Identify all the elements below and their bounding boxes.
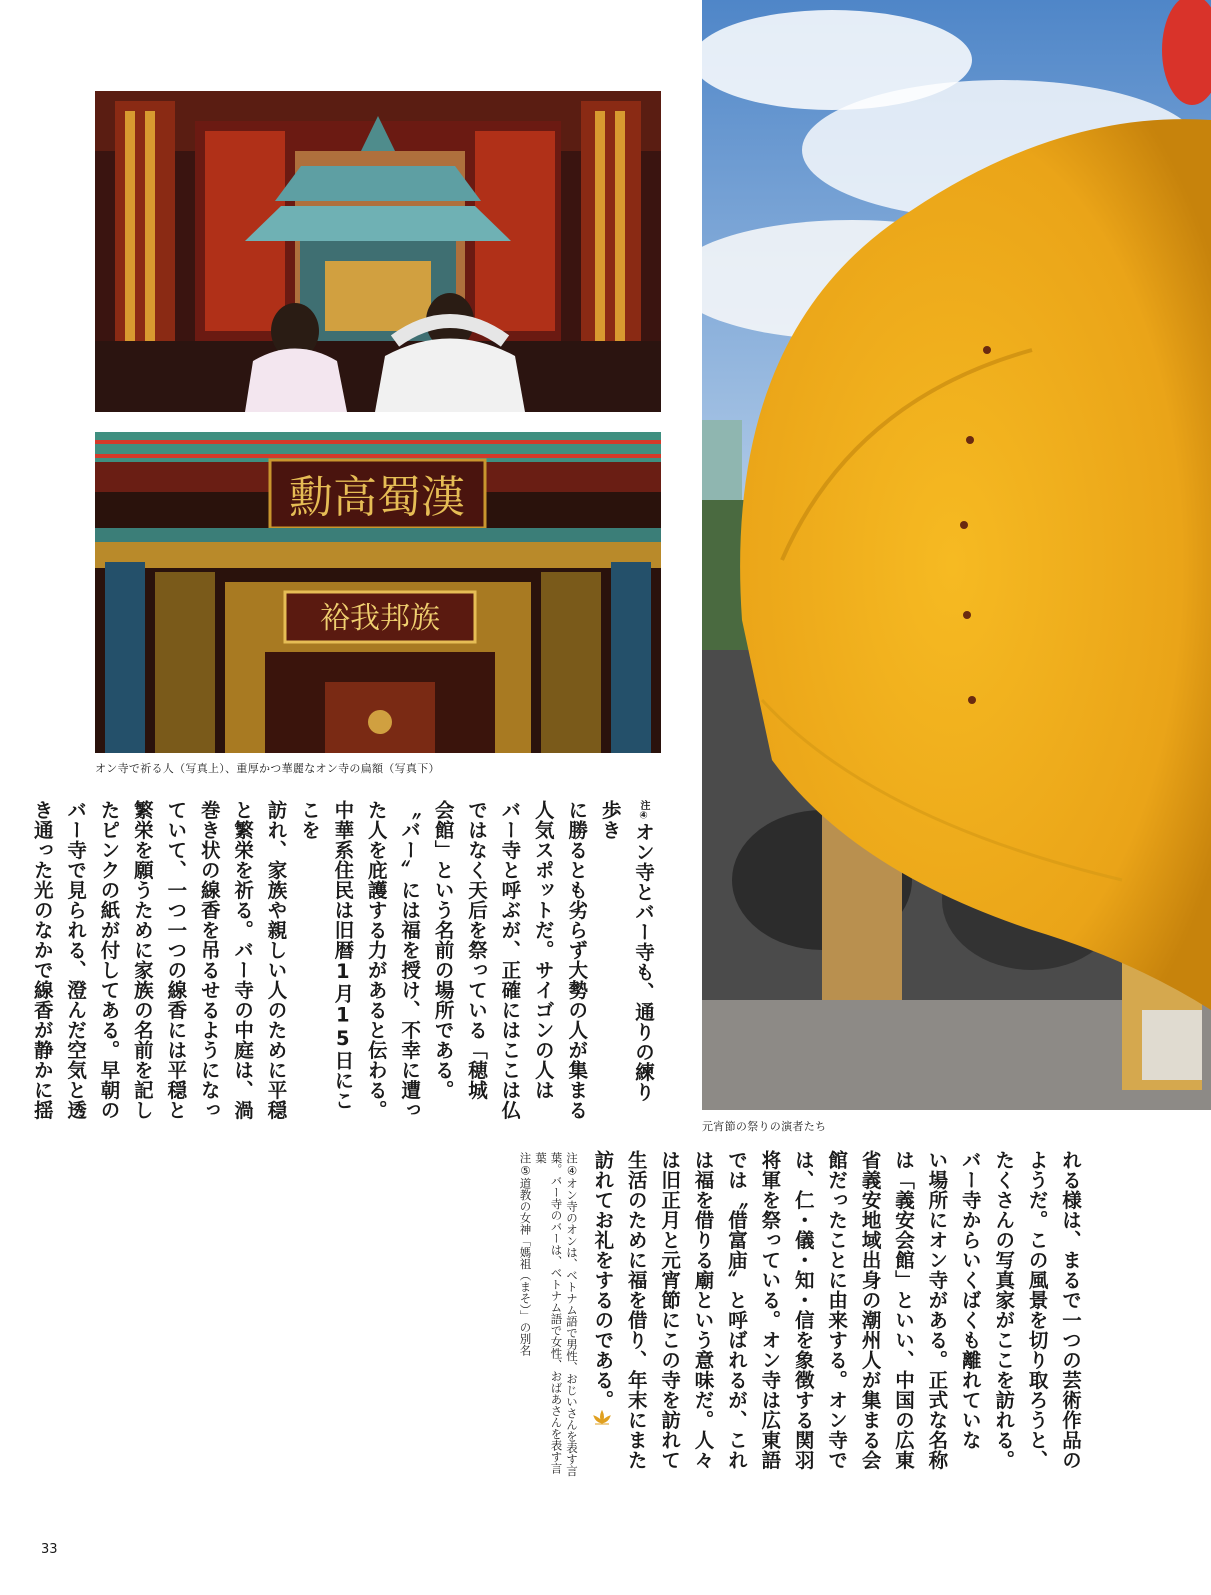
photo-lantern-festival [702,0,1211,1110]
body-line: 省義安地域出身の潮州人が集まる会 [858,1150,882,1470]
note-ref-4: 注④ [638,800,649,822]
body-line: 将軍を祭っている。オン寺は広東語 [758,1150,782,1470]
lotus-end-icon [586,1410,619,1426]
body-line: た人を庇護する力があると伝わる。 [364,800,388,1120]
body-line: では〝借富庙〟と呼ばれるが、これ [724,1150,748,1470]
body-line: ようだ。この風景を切り取ろうと、 [1025,1150,1049,1470]
body-line: れる様は、まるで一つの芸術作品の [1059,1150,1082,1470]
body-line: 中華系住民は旧暦1月15日にここを [297,800,355,1111]
body-line: 会館」という名前の場所である。 [431,800,455,1100]
body-line: たくさんの写真家がここを訪れる。 [992,1150,1016,1470]
body-text-continued [586,1150,1087,1480]
photo-caption-left: オン寺で祈る人（写真上）、重厚かつ華麗なオン寺の扁額（写真下） [95,762,440,775]
footnotes [517,1152,579,1482]
body-line: 人気スポットだ。サイゴンの人は [531,800,555,1100]
body-line: 〝バー〟には福を授け、不幸に遭っ [398,800,422,1120]
body-line: バー寺と呼ぶが、正確にはここは仏 [498,800,522,1120]
body-line: き通った光のなかで線香が静かに揺 [30,800,54,1120]
body-line: は旧正月と元宵節にこの寺を訪れて [658,1150,682,1470]
photo-temple-plaque [95,432,661,753]
body-line: は、仁・儀・知・信を象徴する関羽 [791,1150,815,1470]
page-number: 33 [41,1542,58,1557]
footnote-text: 道教の女神「媽祖（まそ）」の別名 [518,1177,533,1356]
body-line: 館だったことに由来する。オン寺で [825,1150,849,1470]
body-line: 生活のために福を借り、年末にまた [624,1150,648,1470]
body-line: ではなく天后を祭っている「穂城 [464,800,488,1100]
plaque-main-text: 勳高蜀漢 [289,472,465,523]
photo-temple-prayer [95,91,661,412]
body-text-main [25,800,660,1120]
body-line: ていて、一つ一つの線香には平穏と [164,800,188,1120]
body-line: と繁栄を祈る。バー寺の中庭は、渦 [231,800,255,1120]
body-line: 訪れてお礼をするのである。 [591,1150,615,1410]
body-line: に勝るとも劣らず大勢の人が集まる [565,800,589,1120]
body-line: たピンクの紙が付してある。早朝の [97,800,121,1120]
footnote-mark: 注④ [565,1152,579,1178]
photo-caption-right: 元宵節の祭りの演者たち [702,1120,827,1133]
body-line: い場所にオン寺がある。正式な名称 [925,1150,949,1470]
body-line: バー寺で見られる、澄んだ空気と透 [64,800,88,1120]
body-line: 繁栄を願うために家族の名前を記し [130,800,154,1120]
body-line: 訪れ、家族や親しい人のために平穏 [264,800,288,1120]
body-line: バー寺からいくばくも離れていな [958,1150,982,1450]
plaque-inner-text: 裕我邦族 [320,601,440,636]
body-line: は福を借りる廟という意味だ。人々 [691,1150,715,1470]
body-line: オン寺とバー寺も、通りの練り歩き [598,800,655,1102]
body-line: は「義安会館」といい、中国の広東 [891,1150,915,1470]
body-line: 巻き状の線香を吊るせるようになっ [197,800,221,1120]
footnote-mark: 注⑤ [518,1152,533,1178]
footnote-text: オン寺のオンは、ベトナム語で男性、おじいさんを表す言葉。バー寺のバーは、ベトナム語で女性、おばあさんを表す言葉 [534,1152,579,1477]
